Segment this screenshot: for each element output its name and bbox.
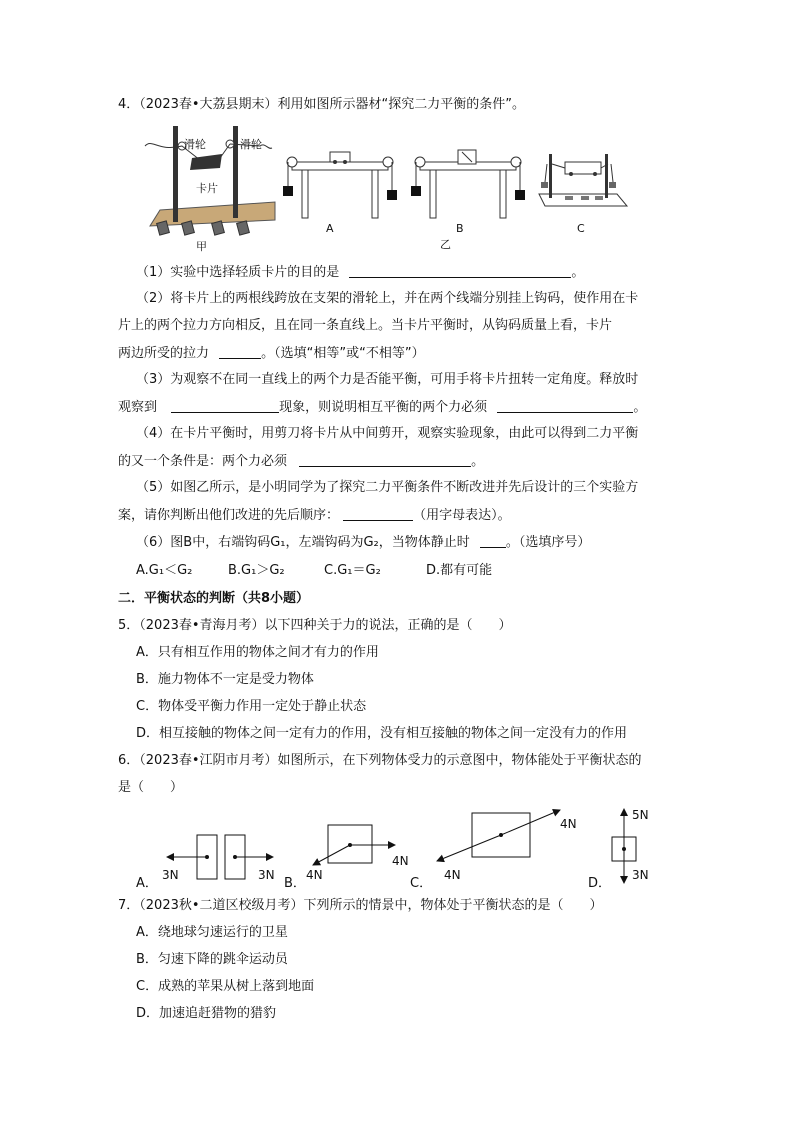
q4-s1-answer-blank[interactable] bbox=[349, 263, 571, 278]
q6-stem-2: 是（ ） bbox=[118, 780, 184, 795]
q6-stem-1: 6．（2023春•江阴市月考）如图所示，在下列物体受力的示意图中，物体能处于平衡状态的 bbox=[118, 753, 642, 768]
q4-s5a: （5）如图乙所示，是小明同学为了探究二力平衡条件不断改进并先后设计的三个实验方 bbox=[136, 480, 639, 495]
q6-c-right-force: 4N bbox=[560, 817, 577, 831]
q6-option-c-label: C． bbox=[410, 876, 433, 891]
q4-s5b-line bbox=[118, 506, 511, 525]
q7-stem: 7．（2023秋•二道区校级月考）下列所示的情景中，物体处于平衡状态的是（ ） bbox=[118, 898, 603, 913]
q4-s5-answer-blank[interactable] bbox=[343, 506, 413, 521]
figure-c-drawing bbox=[535, 150, 635, 210]
figure-yi-b bbox=[408, 150, 528, 240]
q4-s3b-mid: 现象，则说明相互平衡的两个力必须 bbox=[279, 400, 488, 415]
q4-s3b-line bbox=[118, 398, 646, 417]
pulley-right-label: 滑轮 bbox=[240, 138, 262, 151]
q4-s2c: 两边所受的拉力 bbox=[118, 346, 210, 361]
figure-yi-c bbox=[535, 150, 635, 240]
q6-a-right-force: 3N bbox=[258, 868, 275, 882]
q4-s4-answer-blank[interactable] bbox=[299, 452, 471, 467]
pulley-left-label: 滑轮 bbox=[184, 138, 206, 151]
q6-option-d-label: D． bbox=[588, 876, 612, 891]
figure-a-drawing bbox=[280, 150, 400, 240]
q4-s6-answer-blank[interactable] bbox=[480, 533, 506, 548]
q6-d-top-force: 5N bbox=[632, 808, 649, 822]
q4-s4a: （4）在卡片平衡时，用剪刀将卡片从中间剪开，观察实验现象，由此可以得到二力平衡 bbox=[136, 426, 639, 441]
q4-s5b: 案，请你判断出他们改进的先后顺序： bbox=[118, 508, 340, 523]
q7-option-d: D．加速追赶猎物的猎豹 bbox=[136, 1006, 277, 1021]
figure-yi-label: 乙 bbox=[440, 238, 451, 251]
q5-option-d: D．相互接触的物体之间一定有力的作用，没有相互接触的物体之间一定没有力的作用 bbox=[136, 726, 628, 741]
q4-s6-option-d: D.都有可能 bbox=[426, 563, 493, 578]
q4-s4b: 的又一个条件是：两个力必须 bbox=[118, 454, 288, 469]
q4-s1-end: 。 bbox=[571, 265, 585, 280]
q6-d-bottom-force: 3N bbox=[632, 868, 649, 882]
q4-s6: （6）图B中，右端钩码G₁，左端钩码为G₂，当物体静止时 bbox=[136, 535, 470, 550]
q4-s6-end: 。（选填序号） bbox=[505, 535, 591, 550]
q7-option-c: C．成熟的苹果从树上落到地面 bbox=[136, 979, 315, 994]
figure-a-label: A bbox=[326, 222, 334, 235]
q6-c-left-force: 4N bbox=[444, 868, 461, 882]
q4-s6-option-a: A.G₁＜G₂ bbox=[136, 563, 193, 578]
q6-b-right-force: 4N bbox=[392, 854, 409, 868]
q6-b-left-force: 4N bbox=[306, 868, 323, 882]
q4-s2-answer-blank[interactable] bbox=[219, 344, 261, 359]
q7-option-a: A．绕地球匀速运行的卫星 bbox=[136, 925, 288, 940]
q5-option-c: C．物体受平衡力作用一定处于静止状态 bbox=[136, 699, 367, 714]
q6-option-a-label: A． bbox=[136, 876, 158, 891]
q4-s2c-line bbox=[118, 344, 425, 363]
section-2-heading: 二．平衡状态的判断（共8小题） bbox=[118, 591, 310, 606]
q4-s3-answer-blank-1[interactable] bbox=[171, 398, 279, 413]
q6-a-left-force: 3N bbox=[162, 868, 179, 882]
figure-jia bbox=[140, 122, 280, 252]
q5-stem: 5．（2023春•青海月考）以下四种关于力的说法，正确的是（ ） bbox=[118, 618, 512, 633]
figure-jia-label: 甲 bbox=[196, 240, 207, 253]
q7-option-b: B．匀速下降的跳伞运动员 bbox=[136, 952, 288, 967]
q6-diagram-b bbox=[313, 825, 395, 865]
q4-s4b-line bbox=[118, 452, 484, 471]
q4-s3a: （3）为观察不在同一直线上的两个力是否能平衡，可用手将卡片扭转一定角度。释放时 bbox=[136, 372, 639, 387]
q4-stem: 4．（2023春•大荔县期末）利用如图所示器材“探究二力平衡的条件”。 bbox=[118, 97, 525, 112]
q4-s2a: （2）将卡片上的两根线跨放在支架的滑轮上，并在两个线端分别挂上钩码，使作用在卡 bbox=[136, 291, 639, 306]
q6-diagram-c bbox=[437, 810, 560, 861]
q4-s3b-end: 。 bbox=[633, 400, 647, 415]
figure-b-drawing bbox=[408, 150, 528, 240]
q4-s2b: 片上的两个拉力方向相反，且在同一条直线上。当卡片平衡时，从钩码质量上看，卡片 bbox=[118, 318, 613, 333]
q5-option-b: B．施力物体不一定是受力物体 bbox=[136, 672, 314, 687]
q5-option-a: A．只有相互作用的物体之间才有力的作用 bbox=[136, 645, 379, 660]
figure-b-label: B bbox=[456, 222, 464, 235]
q4-s5b-end: （用字母表达）。 bbox=[413, 508, 511, 523]
q4-s6-line bbox=[136, 533, 590, 552]
q4-s6-option-b: B.G₁＞G₂ bbox=[228, 563, 285, 578]
q4-s2c-end: 。（选填“相等”或“不相等”） bbox=[261, 346, 425, 361]
q4-s6-option-c: C.G₁＝G₂ bbox=[324, 563, 381, 578]
q4-s1: （1）实验中选择轻质卡片的目的是 bbox=[136, 265, 340, 280]
figure-yi-a bbox=[280, 150, 400, 240]
q4-s4b-end: 。 bbox=[471, 454, 485, 469]
q4-s3-answer-blank-2[interactable] bbox=[497, 398, 633, 413]
q4-s1-line bbox=[136, 263, 584, 282]
q6-option-b-label: B． bbox=[284, 876, 306, 891]
figure-c-label: C bbox=[577, 222, 585, 235]
card-label: 卡片 bbox=[196, 182, 218, 195]
q4-s3b: 观察到 bbox=[118, 400, 158, 415]
